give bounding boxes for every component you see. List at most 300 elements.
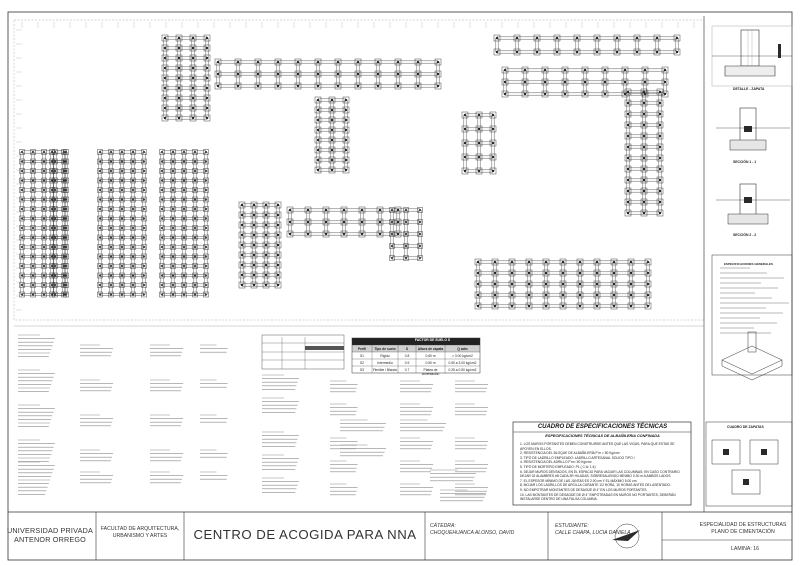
column-mark: [659, 91, 661, 93]
column-mark: [21, 199, 23, 201]
column-mark: [643, 102, 645, 104]
column-mark: [576, 51, 578, 53]
column-mark: [194, 265, 196, 267]
column-mark: [659, 201, 661, 203]
column-mark: [161, 151, 163, 153]
column-mark: [121, 284, 123, 286]
column-mark: [161, 246, 163, 248]
column-mark: [110, 265, 112, 267]
column-mark: [192, 77, 194, 79]
column-mark: [172, 256, 174, 258]
column-mark: [345, 169, 347, 171]
column-mark: [419, 209, 421, 211]
column-mark: [43, 180, 45, 182]
column-mark: [172, 180, 174, 182]
spec-item: 8. MOJAR LOS LADRILLOS DE ARCILLA CURANTE 1/2 HORA, 10 HORAS ANTES DEL ASENTADO.: [520, 483, 671, 488]
column-mark: [183, 237, 185, 239]
column-mark: [143, 208, 145, 210]
spec-item: 2. RESISTENCIA DEL BLOQUE DE ALBAÑILERÍA F'm = 50 Kg/cm²: [520, 451, 620, 456]
column-mark: [172, 275, 174, 277]
column-mark: [178, 57, 180, 59]
column-mark: [183, 256, 185, 258]
column-mark: [206, 57, 208, 59]
column-mark: [478, 170, 480, 172]
column-mark: [616, 51, 618, 53]
column-mark: [630, 283, 632, 285]
column-mark: [343, 209, 345, 211]
spec-item: 6. DEJAR MUROS DENTADOS, EN EL ESPACIO PARA VACIAR LAS COLUMNAS; EN CASO CONTRARIO: [520, 469, 680, 474]
column-mark: [659, 190, 661, 192]
column-mark: [659, 179, 661, 181]
column-mark: [562, 261, 564, 263]
column-mark: [624, 81, 626, 83]
column-mark: [345, 119, 347, 121]
column-mark: [121, 218, 123, 220]
column-mark: [644, 69, 646, 71]
column-mark: [172, 218, 174, 220]
column-mark: [643, 124, 645, 126]
spec-item: 7. EL ESPESOR MÍNIMO DE LAS JUNTAS ES 2.00 cm Y EL MÁXIMO 5.00 cm.: [520, 478, 638, 483]
column-mark: [664, 93, 666, 95]
column-mark: [337, 73, 339, 75]
section-2-label: SECCIÓN 2 - 2: [733, 233, 757, 237]
column-mark: [192, 97, 194, 99]
column-mark: [217, 85, 219, 87]
section-2-footing: [728, 214, 768, 224]
column-mark: [644, 81, 646, 83]
column-mark: [121, 161, 123, 163]
column-mark: [51, 218, 53, 220]
zapata-pedestal: [741, 30, 759, 66]
column-mark: [253, 224, 255, 226]
column-mark: [143, 218, 145, 220]
column-mark: [596, 294, 598, 296]
column-mark: [164, 77, 166, 79]
column-mark: [257, 73, 259, 75]
column-mark: [317, 139, 319, 141]
spec-item: 4. RESISTENCIA DEL ADRILLO F'm= 50 Kg/cm²: [520, 460, 592, 465]
column-mark: [51, 161, 53, 163]
student-block: [555, 523, 655, 536]
column-mark: [492, 170, 494, 172]
column-mark: [325, 233, 327, 235]
column-mark: [132, 227, 134, 229]
column-mark: [132, 294, 134, 296]
column-mark: [613, 283, 615, 285]
column-mark: [51, 294, 53, 296]
column-mark: [596, 272, 598, 274]
sheet-number: LAMINA: 16: [731, 546, 759, 552]
column-mark: [584, 69, 586, 71]
column-mark: [397, 233, 399, 235]
column-mark: [194, 218, 196, 220]
column-mark: [43, 265, 45, 267]
spec-item: 10. LAS MONTANTES DE DESAGÜE DE Ø 4" EMPOTRADAS EN MUROS NO PORTANTES, DEBERÁN: [520, 492, 676, 497]
column-mark: [143, 180, 145, 182]
column-mark: [464, 170, 466, 172]
column-mark: [656, 37, 658, 39]
column-mark: [164, 107, 166, 109]
column-mark: [63, 265, 65, 267]
column-mark: [205, 246, 207, 248]
column-mark: [357, 61, 359, 63]
column-mark: [494, 305, 496, 307]
column-mark: [377, 73, 379, 75]
column-mark: [492, 142, 494, 144]
column-mark: [579, 294, 581, 296]
column-mark: [253, 254, 255, 256]
column-mark: [596, 283, 598, 285]
column-mark: [63, 237, 65, 239]
column-mark: [143, 199, 145, 201]
column-mark: [241, 254, 243, 256]
faculty-line-2: URBANISMO Y ARTES: [112, 532, 168, 539]
column-mark: [397, 221, 399, 223]
column-mark: [289, 209, 291, 211]
column-mark: [21, 256, 23, 258]
specs-subheading: ESPECIFICACIONES TÉCNICAS DE ALBAÑILERIA CONFINADA: [545, 434, 660, 438]
column-mark: [524, 93, 526, 95]
column-mark: [143, 227, 145, 229]
column-mark: [613, 272, 615, 274]
column-mark: [110, 151, 112, 153]
column-mark: [579, 283, 581, 285]
column-mark: [331, 99, 333, 101]
column-mark: [161, 170, 163, 172]
column-mark: [613, 261, 615, 263]
column-mark: [604, 81, 606, 83]
factor-table-cell: 0.50 m: [425, 360, 436, 365]
column-mark: [21, 246, 23, 248]
spec-item: APOYEN EN ELLOS.: [520, 446, 552, 451]
column-mark: [32, 208, 34, 210]
column-mark: [277, 224, 279, 226]
factor-table-header: Altura de zapata: [417, 346, 444, 351]
column-mark: [43, 161, 45, 163]
column-mark: [63, 218, 65, 220]
column-mark: [110, 199, 112, 201]
catedra-value: CHOQUEHUANCA ALONSO, DAVID: [430, 529, 515, 536]
column-mark: [32, 275, 34, 277]
column-mark: [194, 208, 196, 210]
column-mark: [492, 156, 494, 158]
column-mark: [659, 113, 661, 115]
column-mark: [511, 272, 513, 274]
column-mark: [21, 294, 23, 296]
column-mark: [143, 237, 145, 239]
column-mark: [357, 85, 359, 87]
column-mark: [343, 233, 345, 235]
column-mark: [345, 159, 347, 161]
column-mark: [21, 227, 23, 229]
column-mark: [121, 170, 123, 172]
column-mark: [478, 114, 480, 116]
column-mark: [192, 87, 194, 89]
column-mark: [132, 180, 134, 182]
column-mark: [143, 189, 145, 191]
table-fill: [305, 346, 344, 350]
spec-item: 1. LOS MUROS PORTANTES DEBEN CONSTRUIRSE ANTES QUE LAS VIGAS, PARA QUE ESTAS SE: [520, 442, 675, 446]
column-mark: [545, 272, 547, 274]
column-mark: [206, 117, 208, 119]
column-mark: [317, 99, 319, 101]
column-mark: [277, 254, 279, 256]
column-mark: [317, 119, 319, 121]
factor-table-cell: 0.9: [404, 360, 410, 365]
column-mark: [477, 294, 479, 296]
column-mark: [161, 189, 163, 191]
column-mark: [494, 283, 496, 285]
column-mark: [32, 199, 34, 201]
factor-table-header: Q adm: [457, 346, 468, 351]
column-mark: [345, 129, 347, 131]
column-mark: [183, 275, 185, 277]
column-mark: [277, 73, 279, 75]
column-mark: [164, 97, 166, 99]
column-mark: [178, 77, 180, 79]
column-mark: [478, 142, 480, 144]
column-mark: [110, 294, 112, 296]
column-mark: [331, 149, 333, 151]
column-mark: [172, 208, 174, 210]
column-mark: [516, 37, 518, 39]
column-mark: [643, 91, 645, 93]
column-mark: [99, 199, 101, 201]
column-mark: [43, 237, 45, 239]
student-label: ESTUDIANTE:: [555, 523, 589, 529]
column-mark: [478, 156, 480, 158]
column-mark: [397, 73, 399, 75]
column-mark: [379, 209, 381, 211]
column-mark: [277, 61, 279, 63]
column-mark: [51, 170, 53, 172]
column-mark: [51, 180, 53, 182]
column-mark: [143, 265, 145, 267]
isometric-column: [748, 332, 756, 352]
column-mark: [172, 161, 174, 163]
column-mark: [132, 275, 134, 277]
column-mark: [32, 246, 34, 248]
column-mark: [405, 257, 407, 259]
column-mark: [237, 73, 239, 75]
column-mark: [192, 67, 194, 69]
column-mark: [161, 218, 163, 220]
column-mark: [99, 208, 101, 210]
column-mark: [121, 246, 123, 248]
column-mark: [205, 180, 207, 182]
column-mark: [99, 227, 101, 229]
column-mark: [172, 170, 174, 172]
column-mark: [536, 51, 538, 53]
column-mark: [397, 209, 399, 211]
footing-type-column: [743, 479, 749, 485]
column-mark: [194, 246, 196, 248]
column-mark: [253, 274, 255, 276]
university-line-2: ANTENOR ORREGO: [14, 535, 86, 544]
column-mark: [63, 227, 65, 229]
column-mark: [337, 85, 339, 87]
column-mark: [21, 275, 23, 277]
column-mark: [205, 227, 207, 229]
university-line-1: UNIVERSIDAD PRIVADA: [7, 526, 93, 535]
column-mark: [265, 204, 267, 206]
column-mark: [616, 37, 618, 39]
column-mark: [405, 245, 407, 247]
column-mark: [32, 189, 34, 191]
column-mark: [643, 168, 645, 170]
column-mark: [391, 221, 393, 223]
column-mark: [494, 272, 496, 274]
column-mark: [192, 107, 194, 109]
column-mark: [132, 151, 134, 153]
column-mark: [132, 246, 134, 248]
column-mark: [161, 199, 163, 201]
column-mark: [277, 85, 279, 87]
column-mark: [143, 246, 145, 248]
column-mark: [143, 151, 145, 153]
column-mark: [183, 180, 185, 182]
column-mark: [43, 284, 45, 286]
footing-type-column: [761, 449, 767, 455]
column-mark: [579, 272, 581, 274]
column-mark: [161, 161, 163, 163]
column-mark: [477, 261, 479, 263]
catedra-label: CÁTEDRA:: [430, 523, 456, 529]
column-mark: [205, 275, 207, 277]
column-mark: [516, 51, 518, 53]
column-mark: [43, 199, 45, 201]
column-mark: [544, 81, 546, 83]
column-mark: [205, 189, 207, 191]
column-mark: [317, 129, 319, 131]
zapata-footing: [725, 66, 775, 76]
column-mark: [241, 234, 243, 236]
column-mark: [217, 61, 219, 63]
faculty-line-1: FACULTAD DE ARQUITECTURA,: [100, 526, 180, 532]
column-mark: [32, 170, 34, 172]
column-mark: [194, 161, 196, 163]
column-mark: [21, 161, 23, 163]
column-mark: [51, 246, 53, 248]
column-mark: [132, 161, 134, 163]
column-mark: [584, 93, 586, 95]
column-mark: [63, 199, 65, 201]
column-mark: [265, 224, 267, 226]
column-mark: [643, 179, 645, 181]
column-mark: [524, 69, 526, 71]
column-mark: [206, 97, 208, 99]
factor-table-cell: > 3.00 kg/cm2: [452, 353, 473, 358]
column-mark: [161, 275, 163, 277]
column-mark: [178, 67, 180, 69]
column-mark: [63, 170, 65, 172]
column-mark: [676, 51, 678, 53]
column-mark: [32, 284, 34, 286]
column-mark: [627, 179, 629, 181]
column-mark: [417, 61, 419, 63]
column-mark: [206, 107, 208, 109]
column-mark: [437, 85, 439, 87]
column-mark: [545, 294, 547, 296]
column-mark: [132, 189, 134, 191]
section-2-beam: [744, 197, 752, 203]
column-mark: [172, 151, 174, 153]
column-mark: [377, 85, 379, 87]
column-mark: [164, 57, 166, 59]
column-mark: [496, 37, 498, 39]
column-mark: [110, 227, 112, 229]
column-mark: [241, 224, 243, 226]
column-mark: [636, 37, 638, 39]
specs-list: [520, 442, 690, 502]
column-mark: [183, 265, 185, 267]
column-mark: [121, 180, 123, 182]
column-mark: [664, 81, 666, 83]
column-mark: [627, 190, 629, 192]
spec-item: 5. TIPO DE MORTERO EMPLEADO: P1 ( C:A: 1:4): [520, 464, 596, 469]
column-mark: [627, 157, 629, 159]
column-mark: [405, 209, 407, 211]
column-mark: [121, 237, 123, 239]
column-mark: [277, 234, 279, 236]
column-mark: [511, 261, 513, 263]
column-mark: [121, 151, 123, 153]
column-mark: [511, 283, 513, 285]
column-mark: [63, 256, 65, 258]
column-mark: [110, 218, 112, 220]
column-mark: [647, 283, 649, 285]
column-mark: [417, 85, 419, 87]
column-mark: [172, 189, 174, 191]
column-mark: [237, 85, 239, 87]
column-mark: [241, 244, 243, 246]
column-mark: [379, 233, 381, 235]
column-mark: [110, 275, 112, 277]
spec-item: INSTALARSE DENTRO DE UNA FALSA COLUMNA.: [520, 497, 598, 502]
column-mark: [613, 294, 615, 296]
column-mark: [205, 265, 207, 267]
column-mark: [51, 189, 53, 191]
column-mark: [43, 189, 45, 191]
column-mark: [194, 180, 196, 182]
column-mark: [317, 149, 319, 151]
column-mark: [504, 93, 506, 95]
column-mark: [511, 294, 513, 296]
column-mark: [194, 256, 196, 258]
column-mark: [545, 305, 547, 307]
column-mark: [143, 284, 145, 286]
column-mark: [110, 237, 112, 239]
column-mark: [43, 151, 45, 153]
column-mark: [63, 189, 65, 191]
column-mark: [604, 93, 606, 95]
column-mark: [99, 265, 101, 267]
column-mark: [32, 218, 34, 220]
column-mark: [172, 265, 174, 267]
column-mark: [21, 237, 23, 239]
specialty-line-1: ESPECIALIDAD DE ESTRUCTURAS: [699, 522, 787, 528]
column-mark: [659, 146, 661, 148]
column-mark: [613, 305, 615, 307]
column-mark: [206, 87, 208, 89]
column-mark: [217, 73, 219, 75]
section-1-beam: [744, 126, 752, 132]
column-mark: [241, 284, 243, 286]
column-mark: [361, 221, 363, 223]
column-mark: [627, 146, 629, 148]
column-mark: [464, 114, 466, 116]
column-mark: [345, 99, 347, 101]
